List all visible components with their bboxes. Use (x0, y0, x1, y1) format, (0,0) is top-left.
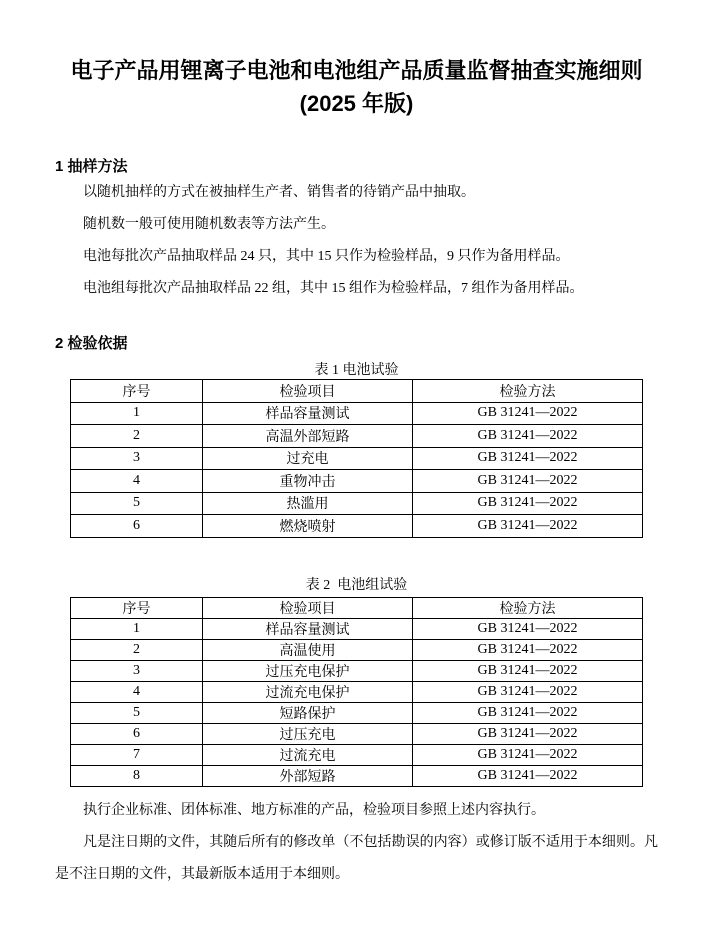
table-row (71, 515, 643, 538)
closing-paragraph-2: 凡是注日期的文件，其随后所有的修改单（不包括勘误的内容）或修订版不适用于本细则。凡是不注日期的文件，其最新版本适用于本细则。 (55, 834, 658, 882)
cell-method: GB 31241—2022 (413, 447, 643, 470)
table-row (71, 660, 643, 681)
table-row (71, 723, 643, 744)
cell-method: GB 31241—2022 (413, 470, 643, 493)
sampling-paragraph-2: 随机数一般可使用随机数表等方法产生。 (83, 217, 335, 232)
sampling-paragraph-4: 电池组每批次产品抽取样品 22 组，其中 15 组作为检验样品，7 组作为备用样品。 (83, 281, 584, 296)
cell-method: GB 31241—2022 (413, 744, 643, 765)
table-row (71, 402, 643, 425)
cell-no: 1 (71, 618, 203, 639)
cell-no: 8 (71, 765, 203, 786)
table-row (71, 702, 643, 723)
table-row (71, 470, 643, 493)
table-2-caption: 表 2 电池组试验 (305, 577, 408, 593)
section-1-heading: 1 抽样方法 (55, 158, 128, 175)
cell-item: 过流充电 (203, 744, 413, 765)
table-1-caption: 表 1 电池试验 (314, 363, 399, 378)
column-header-method: 检验方法 (413, 380, 643, 403)
table-row (71, 681, 643, 702)
title-line-1: 电子产品用锂离子电池和电池组产品质量监督抽查实施细则 (70, 58, 643, 83)
cell-no: 3 (71, 660, 203, 681)
cell-item: 高温外部短路 (203, 425, 413, 448)
cell-item: 过压充电保护 (203, 660, 413, 681)
cell-method: GB 31241—2022 (413, 765, 643, 786)
cell-method: GB 31241—2022 (413, 639, 643, 660)
table-row (71, 618, 643, 639)
sampling-paragraph-3: 电池每批次产品抽取样品 24 只，其中 15 只作为检验样品，9 只作为备用样品。 (83, 249, 570, 264)
cell-method: GB 31241—2022 (413, 515, 643, 538)
battery-test-table (70, 379, 643, 538)
table-row (71, 492, 643, 515)
closing-paragraph-1: 执行企业标准、团体标准、地方标准的产品，检验项目参照上述内容执行。 (83, 802, 545, 818)
cell-method: GB 31241—2022 (413, 618, 643, 639)
cell-no: 2 (71, 425, 203, 448)
table-header-row (71, 597, 643, 618)
cell-no: 4 (71, 681, 203, 702)
cell-no: 5 (71, 702, 203, 723)
cell-no: 6 (71, 723, 203, 744)
cell-method: GB 31241—2022 (413, 425, 643, 448)
cell-method: GB 31241—2022 (413, 723, 643, 744)
table-row (71, 447, 643, 470)
cell-item: 重物冲击 (203, 470, 413, 493)
cell-method: GB 31241—2022 (413, 492, 643, 515)
cell-item: 热滥用 (203, 492, 413, 515)
section-2-heading: 2 检验依据 (55, 335, 128, 352)
table-row (71, 765, 643, 786)
cell-item: 燃烧喷射 (203, 515, 413, 538)
column-header-method: 检验方法 (413, 597, 643, 618)
sampling-paragraph-1: 以随机抽样的方式在被抽样生产者、销售者的待销产品中抽取。 (83, 185, 475, 200)
table-row (71, 639, 643, 660)
cell-no: 1 (71, 402, 203, 425)
cell-no: 4 (71, 470, 203, 493)
cell-method: GB 31241—2022 (413, 402, 643, 425)
column-header-item: 检验项目 (203, 597, 413, 618)
cell-no: 5 (71, 492, 203, 515)
table-header-row (71, 380, 643, 403)
cell-item: 短路保护 (203, 702, 413, 723)
cell-method: GB 31241—2022 (413, 702, 643, 723)
table-row (71, 425, 643, 448)
cell-item: 高温使用 (203, 639, 413, 660)
document-title (55, 54, 658, 120)
cell-item: 过压充电 (203, 723, 413, 744)
cell-item: 过充电 (203, 447, 413, 470)
cell-item: 样品容量测试 (203, 618, 413, 639)
battery-pack-test-table (70, 597, 643, 787)
cell-method: GB 31241—2022 (413, 681, 643, 702)
column-header-no: 序号 (71, 597, 203, 618)
cell-no: 6 (71, 515, 203, 538)
cell-item: 样品容量测试 (203, 402, 413, 425)
cell-item: 外部短路 (203, 765, 413, 786)
cell-no: 3 (71, 447, 203, 470)
column-header-item: 检验项目 (203, 380, 413, 403)
table-row (71, 744, 643, 765)
cell-no: 2 (71, 639, 203, 660)
title-line-2: (2025 年版) (299, 91, 414, 116)
column-header-no: 序号 (71, 380, 203, 403)
cell-item: 过流充电保护 (203, 681, 413, 702)
cell-method: GB 31241—2022 (413, 660, 643, 681)
cell-no: 7 (71, 744, 203, 765)
